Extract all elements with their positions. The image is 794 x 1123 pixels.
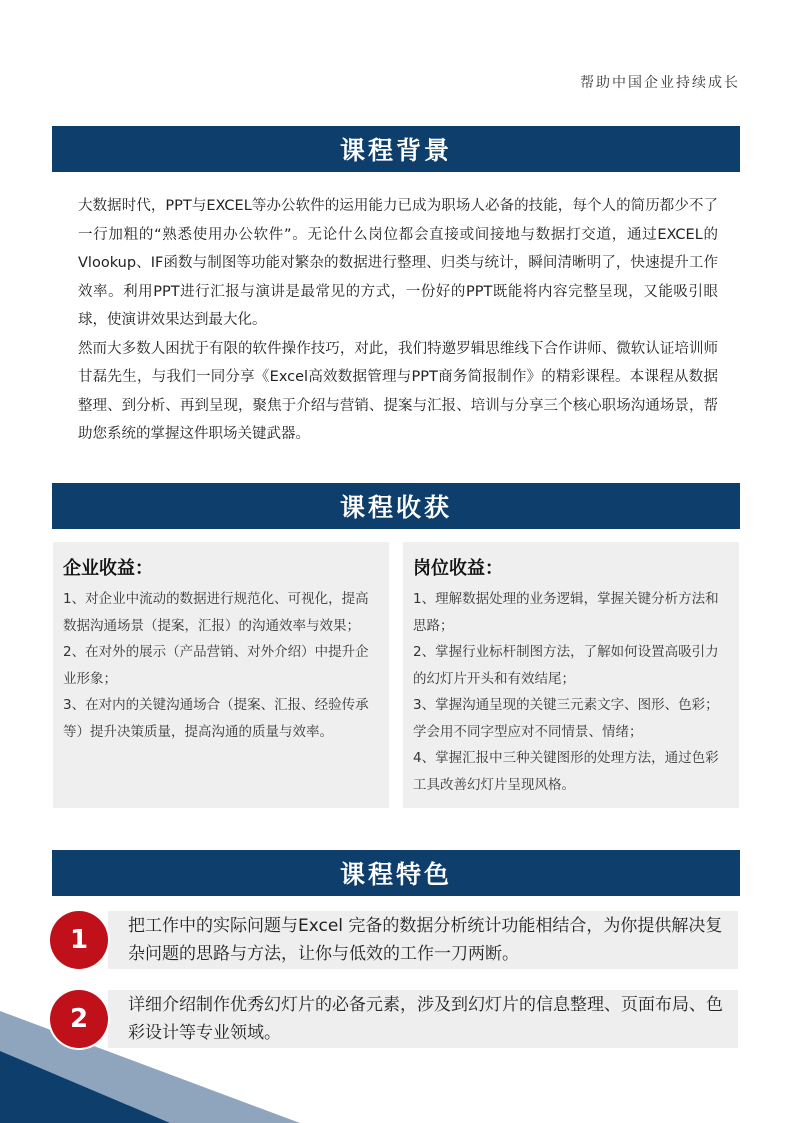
position-benefits-box: [403, 542, 739, 808]
background-paragraph-1: 大数据时代，PPT与EXCEL等办公软件的运用能力已成为职场人必备的技能，每个人的简历都少不了一行加粗的“熟悉使用办公软件”。无论什么岗位都会直接或间接地与数据打交道，通过EXCEL的Vlookup、IF函数与制图等功能对繁杂的数据进行整理、归类与统计，瞬间清晰明了，快速提升工作效率。利用PPT进行汇报与演讲是最常见的方式，一份好的PPT既能将内容完整呈现，又能吸引眼球，使演讲效果达到最大化。: [78, 198, 718, 328]
section-title-features: 课程特色: [339, 860, 452, 889]
list-item: 3、在对内的关键沟通场合（提案、汇报、经验传承等）提升决策质量，提高沟通的质量与效率。: [63, 697, 369, 740]
section-title-benefits: 课程收获: [339, 493, 452, 522]
enterprise-benefits-box: [53, 542, 389, 808]
enterprise-benefits-list: [63, 586, 381, 745]
list-item: 3、掌握沟通呈现的关键三元素文字、图形、色彩；学会用不同字型应对不同情景、情绪；: [413, 697, 719, 740]
list-item: 4、掌握汇报中三种关键图形的处理方法，通过色彩工具改善幻灯片呈现风格。: [413, 750, 719, 793]
enterprise-benefits-title: 企业收益：: [63, 558, 153, 579]
list-item: 2、在对外的展示（产品营销、对外介绍）中提升企业形象；: [63, 644, 369, 687]
list-item: 2、掌握行业标杆制图方法，了解如何设置高吸引力的幻灯片开头和有效结尾；: [413, 644, 719, 687]
section-header-background: [52, 126, 740, 172]
feature-text-2: 详细介绍制作优秀幻灯片的必备元素，涉及到幻灯片的信息整理、页面布局、色彩设计等专业领域。: [128, 995, 723, 1043]
position-benefits-list: [413, 586, 731, 798]
feature-item-2: [108, 990, 738, 1048]
section-header-benefits: [52, 483, 740, 529]
position-benefits-title: 岗位收益：: [413, 558, 503, 579]
background-paragraph-2: 然而大多数人困扰于有限的软件操作技巧，对此，我们特邀罗辑思维线下合作讲师、微软认证培训师甘磊先生，与我们一同分享《Excel高效数据管理与PPT商务简报制作》的精彩课程。本课程从数据整理、到分析、再到呈现，聚焦于介绍与营销、提案与汇报、培训与分享三个核心职场沟通场景，帮助您系统的掌握这件职场关键武器。: [78, 340, 718, 442]
list-item: 1、理解数据处理的业务逻辑，掌握关键分析方法和思路；: [413, 591, 719, 634]
feature-item-1: [108, 911, 738, 969]
section-title-background: 课程背景: [339, 136, 452, 165]
feature-text-1: 把工作中的实际问题与Excel 完备的数据分析统计功能相结合，为你提供解决复杂问题的思路与方法，让你与低效的工作一刀两断。: [128, 916, 723, 964]
feature-number-2: 2: [50, 990, 108, 1048]
section-header-features: [52, 850, 740, 896]
feature-number-1: 1: [50, 911, 108, 969]
list-item: 1、对企业中流动的数据进行规范化、可视化，提高数据沟通场景（提案，汇报）的沟通效率与效果；: [63, 591, 369, 634]
page-tagline: 帮助中国企业持续成长: [580, 75, 740, 91]
background-text: [78, 192, 718, 449]
